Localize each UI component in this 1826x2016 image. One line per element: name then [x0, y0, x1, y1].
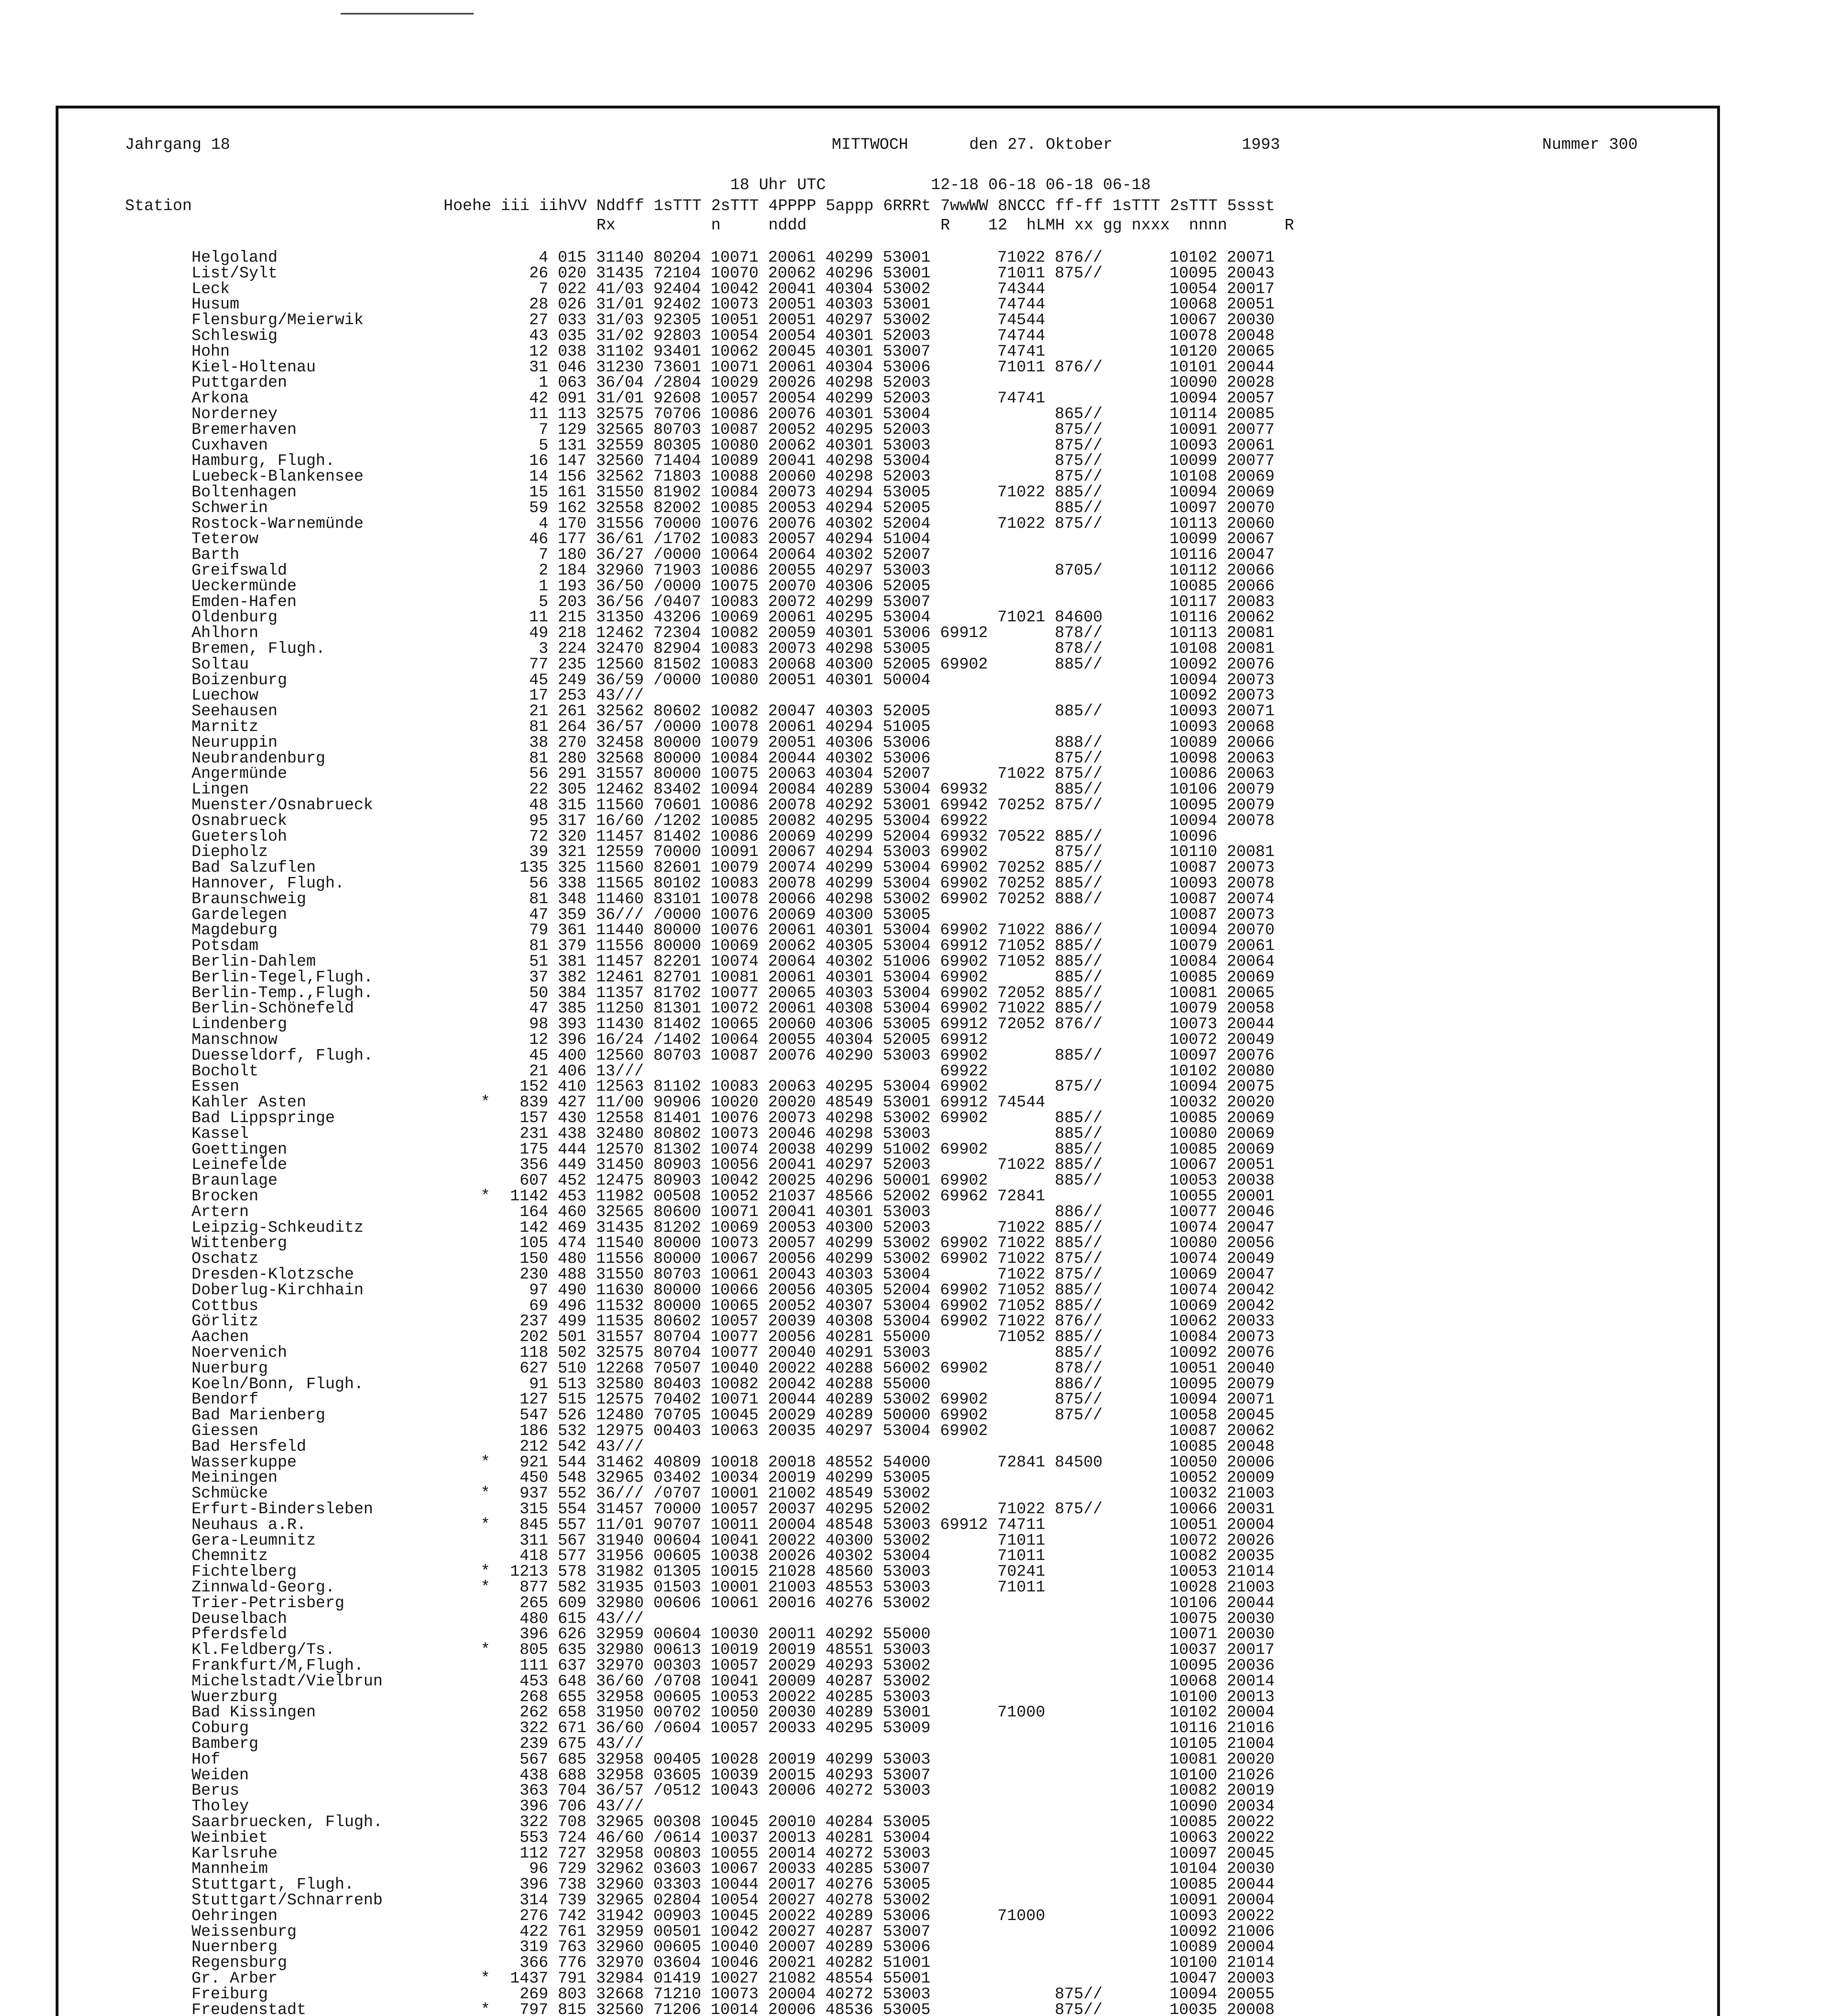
station-values: 363 704 36/57 /0512 10043 20006 40272 53003 10082 20019 [510, 1781, 1275, 1800]
station-values: 26 020 31435 72104 10070 20062 40296 53001 71011 875// 10095 20043 [510, 264, 1275, 282]
station-values: 16 147 32560 71404 10089 20041 40298 53004 875// 10099 20077 [510, 452, 1275, 470]
station-name: List/Sylt [192, 264, 278, 282]
weekday-label: MITTWOCH [832, 135, 908, 154]
station-name: Leipzig-Schkeuditz [192, 1218, 364, 1237]
station-name: Saarbruecken, Flugh. [192, 1813, 383, 1831]
station-name: Regensburg [192, 1954, 287, 1972]
station-name: Magdeburg [192, 921, 278, 939]
station-values: 805 635 32980 00613 10019 20019 48551 53003 10037 20017 [510, 1641, 1275, 1659]
station-values: 1 063 36/04 /2804 10029 20026 40298 52003 10090 20028 [510, 373, 1275, 392]
station-values: 230 488 31550 80703 10061 20043 40303 53004 71022 875// 10069 20047 [510, 1265, 1275, 1283]
top-rule [341, 13, 474, 15]
station-name: Karlsruhe [192, 1844, 278, 1862]
station-values: 480 615 43/// 10075 20030 [510, 1609, 1275, 1628]
issue-number: Nummer 300 [1542, 135, 1638, 154]
station-name: Pferdsfeld [192, 1625, 287, 1643]
station-values: 311 567 31940 00604 10041 20022 40300 53002 71011 10072 20026 [510, 1531, 1275, 1549]
station-name: Bad Lippspringe [192, 1109, 335, 1127]
station-values: 845 557 11/01 90707 10011 20004 48548 53003 69912 74711 10051 20004 [510, 1515, 1275, 1534]
station-name: Ahlhorn [192, 624, 258, 642]
mountain-station-marker: * [481, 1484, 490, 1503]
station-name: Berus [192, 1781, 239, 1800]
mountain-station-marker: * [481, 1578, 490, 1596]
station-values: 72 320 11457 81402 10086 20069 40299 52004 69932 70522 885// 10096 [510, 827, 1218, 846]
station-name: Schleswig [192, 327, 278, 345]
station-name: Fichtelberg [192, 1562, 297, 1581]
station-name: Erfurt-Bindersleben [192, 1500, 373, 1518]
station-name: Luebeck-Blankensee [192, 467, 364, 486]
mountain-station-marker: * [481, 1187, 490, 1205]
station-name: Stuttgart, Flugh. [192, 1875, 354, 1894]
station-values: 47 359 36/// /0000 10076 20069 40300 53005 10087 20073 [510, 905, 1275, 924]
station-values: 315 554 31457 70000 10057 20037 40295 52002 71022 875// 10066 20031 [510, 1500, 1275, 1518]
station-values: 43 035 31/02 92803 10054 20054 40301 52003 74744 10078 20048 [510, 327, 1275, 345]
station-name: Aachen [192, 1328, 249, 1346]
station-name: Chemnitz [192, 1547, 268, 1565]
station-values: 314 739 32965 02804 10054 20027 40278 53002 10091 20004 [510, 1891, 1275, 1909]
station-values: 50 384 11357 81702 10077 20065 40303 53004 69902 72052 885// 10081 20065 [510, 983, 1275, 1002]
station-values: 418 577 31956 00605 10038 20026 40302 53004 71011 10082 20035 [510, 1547, 1275, 1565]
station-values: 21 261 32562 80602 10082 20047 40303 52005 885// 10093 20071 [510, 702, 1275, 721]
station-name: Helgoland [192, 248, 278, 267]
station-values: 239 675 43/// 10105 21004 [510, 1735, 1275, 1753]
station-values: 322 708 32965 00308 10045 20010 40284 53005 10085 20022 [510, 1813, 1275, 1831]
station-name: Kiel-Holtenau [192, 358, 316, 376]
station-name: Boltenhagen [192, 483, 297, 501]
station-name: Leck [192, 279, 230, 298]
station-values: 112 727 32958 00803 10055 20014 40272 53003 10097 20045 [510, 1844, 1275, 1862]
station-name: Bocholt [192, 1062, 258, 1080]
station-values: 567 685 32958 00405 10028 20019 40299 53003 10081 20020 [510, 1750, 1275, 1768]
station-values: 186 532 12975 00403 10063 20035 40297 53004 69902 10087 20062 [510, 1422, 1275, 1440]
station-values: 268 655 32958 00605 10053 20022 40285 53003 10100 20013 [510, 1687, 1275, 1706]
station-name: Meiningen [192, 1468, 278, 1487]
station-name: Rostock-Warnemünde [192, 514, 364, 533]
station-values: 39 321 12559 70000 10091 20067 40294 53003 69902 875// 10110 20081 [510, 843, 1275, 861]
column-group-header: 18 Uhr UTC 12-18 06-18 06-18 06-18 [443, 176, 1151, 194]
station-values: 69 496 11532 80000 10065 20052 40307 53004 69902 71052 885// 10069 20042 [510, 1296, 1275, 1315]
station-name: Diepholz [192, 843, 268, 861]
station-name: Essen [192, 1077, 239, 1096]
station-name: Brocken [192, 1187, 258, 1205]
station-name: Freiburg [192, 1985, 268, 2003]
station-name: Mannheim [192, 1860, 268, 1878]
station-values: 202 501 31557 80704 10077 20056 40281 55000 71052 885// 10084 20073 [510, 1328, 1275, 1346]
station-values: 7 022 41/03 92404 10042 20041 40304 53002 74344 10054 20017 [510, 279, 1275, 298]
station-values: 262 658 31950 00702 10050 20030 40289 53001 71000 10102 20004 [510, 1703, 1275, 1722]
station-name: Bad Hersfeld [192, 1437, 306, 1456]
station-values: 1437 791 32984 01419 10027 21082 48554 55001 10047 20003 [510, 1969, 1275, 1987]
station-values: 81 348 11460 83101 10078 20066 40298 53002 69902 70252 888// 10087 20074 [510, 889, 1275, 908]
station-name: Kl.Feldberg/Ts. [192, 1641, 335, 1659]
station-name: Emden-Hafen [192, 592, 297, 611]
station-name: Berlin-Dahlem [192, 952, 316, 971]
station-name: Marnitz [192, 718, 258, 736]
station-name: Soltau [192, 655, 249, 673]
station-name: Weiden [192, 1766, 249, 1784]
station-name: Flensburg/Meierwik [192, 311, 364, 329]
station-name: Tholey [192, 1797, 249, 1816]
column-header-codes: Hoehe iii iihVV Nddff 1sTTT 2sTTT 4PPPP 5appp 6RRRt 7wwWW 8NCCC ff-ff 1sTTT 2sTTT 5ssst [443, 197, 1275, 215]
station-name: Trier-Petrisberg [192, 1593, 345, 1612]
station-name: Greifswald [192, 561, 287, 579]
station-values: 7 180 36/27 /0000 10064 20064 40302 52007 10116 20047 [510, 546, 1275, 564]
station-name: Norderney [192, 405, 278, 423]
station-values: 366 776 32970 03604 10046 20021 40282 51001 10100 21014 [510, 1954, 1275, 1972]
station-values: 627 510 12268 70507 10040 20022 40288 56002 69902 878// 10051 20040 [510, 1359, 1275, 1377]
station-name: Freudenstadt [192, 2000, 306, 2016]
station-values: 150 480 11556 80000 10067 20056 40299 53002 69902 71022 875// 10074 20049 [510, 1250, 1275, 1268]
station-name: Oschatz [192, 1250, 258, 1268]
station-name: Berlin-Temp.,Flugh. [192, 983, 373, 1002]
station-values: 450 548 32965 03402 10034 20019 40299 53005 10052 20009 [510, 1468, 1275, 1487]
station-name: Wuerzburg [192, 1687, 278, 1706]
jahrgang-label: Jahrgang 18 [125, 135, 230, 154]
station-name: Husum [192, 295, 239, 314]
station-values: 14 156 32562 71803 10088 20060 40298 52003 875// 10108 20069 [510, 467, 1275, 486]
station-name: Berlin-Schönefeld [192, 999, 354, 1018]
station-values: 12 396 16/24 /1402 10064 20055 40304 52005 69912 10072 20049 [510, 1031, 1275, 1049]
station-name: Neuruppin [192, 733, 278, 752]
station-name: Leinefelde [192, 1156, 287, 1174]
station-values: 81 280 32568 80000 10084 20044 40302 53006 875// 10098 20063 [510, 749, 1275, 767]
station-values: 81 264 36/57 /0000 10078 20061 40294 51005 10093 20068 [510, 718, 1275, 736]
station-values: 111 637 32970 00303 10057 20029 40293 53002 10095 20036 [510, 1656, 1275, 1674]
station-name: Cottbus [192, 1296, 258, 1315]
station-values: 77 235 12560 81502 10083 20068 40300 52005 69902 885// 10092 20076 [510, 655, 1275, 673]
station-values: 322 671 36/60 /0604 10057 20033 40295 53009 10116 21016 [510, 1719, 1275, 1737]
station-column-header: Station [125, 197, 192, 215]
station-values: 157 430 12558 81401 10076 20073 40298 53002 69902 885// 10085 20069 [510, 1109, 1275, 1127]
station-name: Oehringen [192, 1906, 278, 1925]
station-name: Bremerhaven [192, 420, 297, 439]
station-values: 135 325 11560 82601 10079 20074 40299 53004 69902 70252 885// 10087 20073 [510, 858, 1275, 877]
station-name: Koeln/Bonn, Flugh. [192, 1375, 364, 1393]
station-values: 422 761 32959 00501 10042 20027 40287 53007 10092 21006 [510, 1922, 1275, 1941]
station-values: 396 626 32959 00604 10030 20011 40292 55000 10071 20030 [510, 1625, 1275, 1643]
station-name: Berlin-Tegel,Flugh. [192, 968, 373, 986]
station-values: 319 763 32960 00605 10040 20007 40289 53006 10089 20004 [510, 1938, 1275, 1956]
station-values: 4 170 31556 70000 10076 20076 40302 52004 71022 875// 10113 20060 [510, 514, 1275, 533]
station-values: 1 193 36/50 /0000 10075 20070 40306 52005 10085 20066 [510, 577, 1275, 595]
station-name: Gr. Arber [192, 1969, 278, 1987]
station-name: Goettingen [192, 1140, 287, 1158]
station-name: Guetersloh [192, 827, 287, 846]
station-values: 237 499 11535 80602 10057 20039 40308 53004 69902 71022 876// 10062 20033 [510, 1312, 1275, 1331]
station-values: 28 026 31/01 92402 10073 20051 40303 53001 74744 10068 20051 [510, 295, 1275, 314]
station-values: 22 305 12462 83402 10094 20084 40289 53004 69932 885// 10106 20079 [510, 780, 1275, 799]
station-values: 797 815 32560 71206 10014 20006 48536 53005 875// 10035 20008 [510, 2000, 1275, 2016]
station-values: 175 444 12570 81302 10074 20038 40299 51002 69902 885// 10085 20069 [510, 1140, 1275, 1158]
station-name: Braunlage [192, 1171, 278, 1190]
station-values: 1142 453 11982 00508 10052 21037 48566 52002 69962 72841 10055 20001 [510, 1187, 1275, 1205]
station-name: Bendorf [192, 1390, 258, 1409]
station-values: 56 291 31557 80000 10075 20063 40304 52007 71022 875// 10086 20063 [510, 764, 1275, 783]
station-values: 46 177 36/61 /1702 10083 20057 40294 51004 10099 20067 [510, 530, 1275, 548]
station-name: Zinnwald-Georg. [192, 1578, 335, 1596]
station-values: 95 317 16/60 /1202 10085 20082 40295 53004 69922 10094 20078 [510, 811, 1275, 830]
station-name: Nuerburg [192, 1359, 268, 1377]
station-values: 269 803 32668 71210 10073 20004 40272 53003 875// 10094 20055 [510, 1985, 1275, 2003]
station-name: Bad Marienberg [192, 1406, 325, 1425]
station-name: Arkona [192, 389, 249, 408]
station-name: Hof [192, 1750, 221, 1768]
station-values: 547 526 12480 70705 10045 20029 40289 50000 69902 875// 10058 20045 [510, 1406, 1275, 1425]
station-name: Frankfurt/M,Flugh. [192, 1656, 364, 1674]
station-name: Bremen, Flugh. [192, 639, 325, 658]
station-name: Artern [192, 1202, 249, 1221]
station-name: Cuxhaven [192, 436, 268, 454]
station-name: Boizenburg [192, 671, 287, 689]
station-values: 96 729 32962 03603 10067 20033 40285 53007 10104 20030 [510, 1860, 1275, 1878]
station-values: 3 224 32470 82904 10083 20073 40298 53005 878// 10108 20081 [510, 639, 1275, 658]
station-values: 38 270 32458 80000 10079 20051 40306 53006 888// 10089 20066 [510, 733, 1275, 752]
station-values: 7 129 32565 80703 10087 20052 40295 52003 875// 10091 20077 [510, 420, 1275, 439]
station-values: 164 460 32565 80600 10071 20041 40301 53003 886// 10077 20046 [510, 1202, 1275, 1221]
station-name: Bad Salzuflen [192, 858, 316, 877]
station-name: Coburg [192, 1719, 249, 1737]
station-name: Potsdam [192, 937, 258, 955]
station-name: Seehausen [192, 702, 278, 721]
station-values: 1213 578 31982 01305 10015 21028 48560 53003 70241 10053 21014 [510, 1562, 1275, 1581]
document-sheet [56, 106, 1720, 2016]
station-name: Angermünde [192, 764, 287, 783]
station-values: 12 038 31102 93401 10062 20045 40301 53007 74741 10120 20065 [510, 342, 1275, 360]
station-name: Gardelegen [192, 905, 287, 924]
station-name: Hannover, Flugh. [192, 874, 345, 892]
station-values: 5 203 36/56 /0407 10083 20072 40299 53007 10117 20083 [510, 592, 1275, 611]
station-values: 21 406 13/// 69922 10102 20080 [510, 1062, 1275, 1080]
mountain-station-marker: * [481, 1641, 490, 1659]
date-label: den 27. Oktober [969, 135, 1113, 154]
station-name: Doberlug-Kirchhain [192, 1281, 364, 1299]
station-values: 921 544 31462 40809 10018 20018 48552 54000 72841 84500 10050 20006 [510, 1453, 1275, 1471]
station-values: 98 393 11430 81402 10065 20060 40306 53005 69912 72052 876// 10073 20044 [510, 1015, 1275, 1033]
station-values: 937 552 36/// /0707 10001 21002 48549 53002 10032 21003 [510, 1484, 1275, 1503]
station-name: Bamberg [192, 1735, 258, 1753]
station-values: 79 361 11440 80000 10076 20061 40301 53004 69902 71022 886// 10094 20070 [510, 921, 1275, 939]
station-name: Hamburg, Flugh. [192, 452, 335, 470]
station-name: Nuernberg [192, 1938, 278, 1956]
station-name: Manschnow [192, 1031, 278, 1049]
station-name: Braunschweig [192, 889, 306, 908]
station-values: 27 033 31/03 92305 10051 20051 40297 53002 74544 10067 20030 [510, 311, 1275, 329]
station-name: Weinbiet [192, 1828, 268, 1847]
column-header-subcodes: Rx n nddd R 12 hLMH xx gg nxxx nnnn R [443, 216, 1294, 234]
station-name: Neuhaus a.R. [192, 1515, 306, 1534]
station-values: 15 161 31550 81902 10084 20073 40294 53005 71022 885// 10094 20069 [510, 483, 1275, 501]
station-name: Schmücke [192, 1484, 268, 1503]
station-name: Luechow [192, 686, 258, 705]
station-values: 276 742 31942 00903 10045 20022 40289 53006 71000 10093 20022 [510, 1906, 1275, 1925]
station-name: Ueckermünde [192, 577, 297, 595]
station-values: 212 542 43/// 10085 20048 [510, 1437, 1275, 1456]
station-name: Weissenburg [192, 1922, 297, 1941]
station-values: 11 113 32575 70706 10086 20076 40301 53004 865// 10114 20085 [510, 405, 1275, 423]
station-values: 2 184 32960 71903 10086 20055 40297 53003 8705/ 10112 20066 [510, 561, 1275, 579]
station-values: 152 410 12563 81102 10083 20063 40295 53004 69902 875// 10094 20075 [510, 1077, 1275, 1096]
station-values: 81 379 11556 80000 10069 20062 40305 53004 69912 71052 885// 10079 20061 [510, 937, 1275, 955]
station-values: 142 469 31435 81202 10069 20053 40300 52003 71022 885// 10074 20047 [510, 1218, 1275, 1237]
station-name: Bad Kissingen [192, 1703, 316, 1722]
station-name: Noervenich [192, 1343, 287, 1362]
station-values: 438 688 32958 03605 10039 20015 40293 53007 10100 21026 [510, 1766, 1275, 1784]
station-name: Barth [192, 546, 239, 564]
station-values: 42 091 31/01 92608 10057 20054 40299 52003 74741 10094 20057 [510, 389, 1275, 408]
station-name: Giessen [192, 1422, 258, 1440]
station-values: 553 724 46/60 /0614 10037 20013 40281 53004 10063 20022 [510, 1828, 1275, 1847]
station-values: 56 338 11565 80102 10083 20078 40299 53004 69902 70252 885// 10093 20078 [510, 874, 1275, 892]
station-name: Neubrandenburg [192, 749, 325, 767]
station-values: 48 315 11560 70601 10086 20078 40292 53001 69942 70252 875// 10095 20079 [510, 796, 1275, 814]
station-name: Schwerin [192, 498, 268, 517]
station-values: 118 502 32575 80704 10077 20040 40291 53003 885// 10092 20076 [510, 1343, 1275, 1362]
station-values: 17 253 43/// 10092 20073 [510, 686, 1275, 705]
station-name: Gera-Leumnitz [192, 1531, 316, 1549]
station-values: 11 215 31350 43206 10069 20061 40295 53004 71021 84600 10116 20062 [510, 608, 1275, 627]
station-name: Lindenberg [192, 1015, 287, 1033]
station-values: 49 218 12462 72304 10082 20059 40301 53006 69912 878// 10113 20081 [510, 624, 1275, 642]
station-values: 5 131 32559 80305 10080 20062 40301 53003 875// 10093 20061 [510, 436, 1275, 454]
station-values: 877 582 31935 01503 10001 21003 48553 53003 71011 10028 21003 [510, 1578, 1275, 1596]
station-name: Görlitz [192, 1312, 258, 1331]
station-name: Puttgarden [192, 373, 287, 392]
station-values: 47 385 11250 81301 10072 20061 40308 53004 69902 71022 885// 10079 20058 [510, 999, 1275, 1018]
station-values: 396 706 43/// 10090 20034 [510, 1797, 1275, 1816]
mountain-station-marker: * [481, 1969, 490, 1987]
mountain-station-marker: * [481, 1515, 490, 1534]
station-name: Osnabrueck [192, 811, 287, 830]
station-values: 265 609 32980 00606 10061 20016 40276 53002 10106 20044 [510, 1593, 1275, 1612]
station-values: 127 515 12575 70402 10071 20044 40289 53002 69902 875// 10094 20071 [510, 1390, 1275, 1409]
station-values: 97 490 11630 80000 10066 20056 40305 52004 69902 71052 885// 10074 20042 [510, 1281, 1275, 1299]
station-name: Hohn [192, 342, 230, 360]
station-values: 396 738 32960 03303 10044 20017 40276 53005 10085 20044 [510, 1875, 1275, 1894]
station-values: 607 452 12475 80903 10042 20025 40296 50001 69902 885// 10053 20038 [510, 1171, 1275, 1190]
station-name: Kahler Asten [192, 1093, 306, 1112]
station-values: 37 382 12461 82701 10081 20061 40301 53004 69902 885// 10085 20069 [510, 968, 1275, 986]
station-name: Kassel [192, 1124, 249, 1143]
year-label: 1993 [1242, 135, 1280, 154]
station-name: Lingen [192, 780, 249, 799]
station-name: Muenster/Osnabrueck [192, 796, 373, 814]
station-values: 91 513 32580 80403 10082 20042 40288 55000 886// 10095 20079 [510, 1375, 1275, 1393]
station-name: Michelstadt/Vielbrun [192, 1672, 383, 1690]
station-values: 31 046 31230 73601 10071 20061 40304 53006 71011 876// 10101 20044 [510, 358, 1275, 376]
station-values: 839 427 11/00 90906 10020 20020 48549 53001 69912 74544 10032 20020 [510, 1093, 1275, 1112]
mountain-station-marker: * [481, 2000, 490, 2016]
station-values: 105 474 11540 80000 10073 20057 40299 53002 69902 71022 885// 10080 20056 [510, 1234, 1275, 1252]
mountain-station-marker: * [481, 1093, 490, 1112]
station-values: 356 449 31450 80903 10056 20041 40297 52003 71022 885// 10067 20051 [510, 1156, 1275, 1174]
station-values: 4 015 31140 80204 10071 20061 40299 53001 71022 876// 10102 20071 [510, 248, 1275, 267]
station-name: Wasserkuppe [192, 1453, 297, 1471]
station-values: 45 400 12560 80703 10087 20076 40290 53003 69902 885// 10097 20076 [510, 1046, 1275, 1064]
mountain-station-marker: * [481, 1453, 490, 1471]
station-name: Stuttgart/Schnarrenb [192, 1891, 383, 1909]
station-values: 231 438 32480 80802 10073 20046 40298 53003 885// 10080 20069 [510, 1124, 1275, 1143]
station-values: 45 249 36/59 /0000 10080 20051 40301 50004 10094 20073 [510, 671, 1275, 689]
station-name: Teterow [192, 530, 258, 548]
station-values: 51 381 11457 82201 10074 20064 40302 51006 69902 71052 885// 10084 20064 [510, 952, 1275, 971]
station-name: Dresden-Klotzsche [192, 1265, 354, 1283]
station-name: Oldenburg [192, 608, 278, 627]
station-name: Wittenberg [192, 1234, 287, 1252]
station-values: 453 648 36/60 /0708 10041 20009 40287 53002 10068 20014 [510, 1672, 1275, 1690]
station-name: Deuselbach [192, 1609, 287, 1628]
mountain-station-marker: * [481, 1562, 490, 1581]
station-values: 59 162 32558 82002 10085 20053 40294 52005 885// 10097 20070 [510, 498, 1275, 517]
station-name: Duesseldorf, Flugh. [192, 1046, 373, 1064]
